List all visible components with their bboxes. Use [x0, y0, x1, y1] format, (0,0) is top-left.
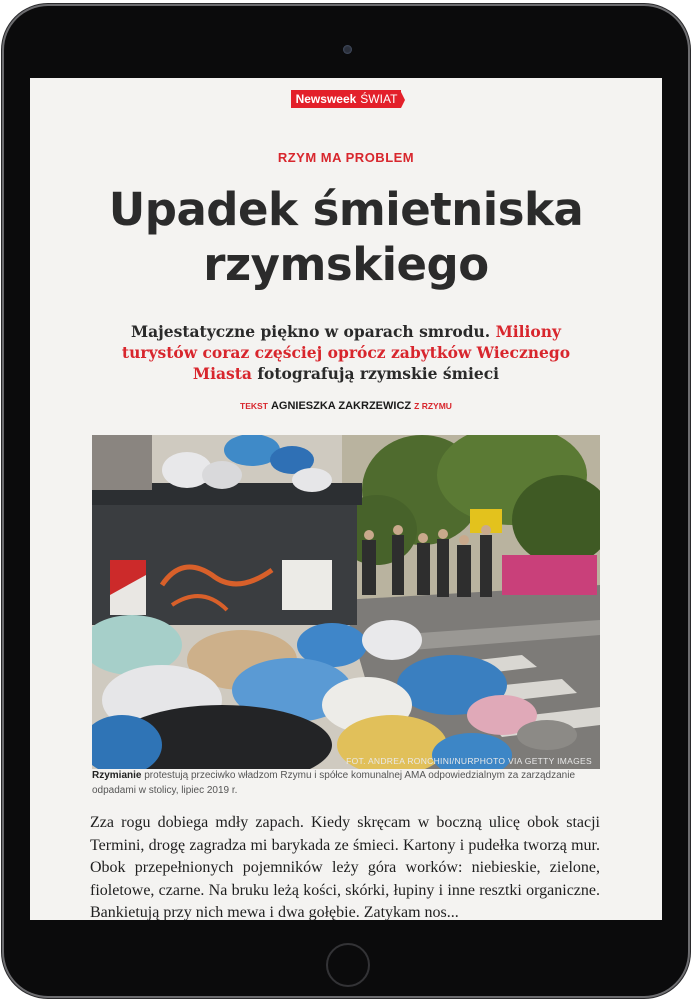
home-button[interactable] [326, 943, 370, 987]
section-name: ŚWIAT [360, 92, 398, 106]
garbage-street-photo [92, 435, 600, 769]
lead-text-1: Majestatyczne piękno w oparach smrodu. [130, 322, 496, 341]
lead-text-highlight: Miliony turystów coraz częściej oprócz zabytków Wiecznego Miasta [121, 322, 571, 383]
byline-location: Z RZYMU [414, 401, 452, 411]
byline-author: AGNIESZKA ZAKRZEWICZ [270, 400, 412, 412]
article-body: Zza rogu dobiega mdły zapach. Kiedy skręcam w boczną ulicę obok stacji Termini, drogę zagradza mi barykada ze śmieci. Kartony i pudełka tworzą mur. Obok przepełnionych pojemników leży góra worków: niebieskie, zielone, fioletowe, czarne. Na bruku leżą kości, skórki, łupiny i inne resztki organiczne. Bankietują przy nich mewa i dwa gołębie. Zatykam nos... [90, 814, 600, 920]
photo-credit: FOT. ANDREA RONCHINI/NURPHOTO VIA GETTY IMAGES [346, 756, 592, 766]
brand-name: Newsweek [295, 92, 357, 106]
article-headline [30, 182, 662, 292]
article-kicker: RZYM MA PROBLEM [277, 150, 415, 165]
lead-text-2: fotografują rzymskie śmieci [251, 364, 500, 383]
headline-line-1: Upadek śmietniska [108, 183, 584, 236]
section-branding [30, 88, 662, 108]
front-camera [343, 45, 352, 54]
article-screen [30, 78, 662, 920]
headline-line-2: rzymskiego [203, 238, 489, 291]
caption-bold: Rzymianie [92, 770, 142, 781]
caption-text: protestują przeciwko władzom Rzymu i spółce komunalnej AMA odpowiedzialnym za zarządzanie odpadami w stolicy, lipiec 2019 r. [92, 770, 576, 796]
byline [30, 400, 662, 412]
article-photo[interactable] [92, 435, 600, 769]
article-lead [100, 321, 592, 384]
photo-caption [92, 768, 600, 798]
newsweek-logo[interactable] [291, 90, 402, 108]
byline-prefix: TEKST [240, 401, 268, 411]
